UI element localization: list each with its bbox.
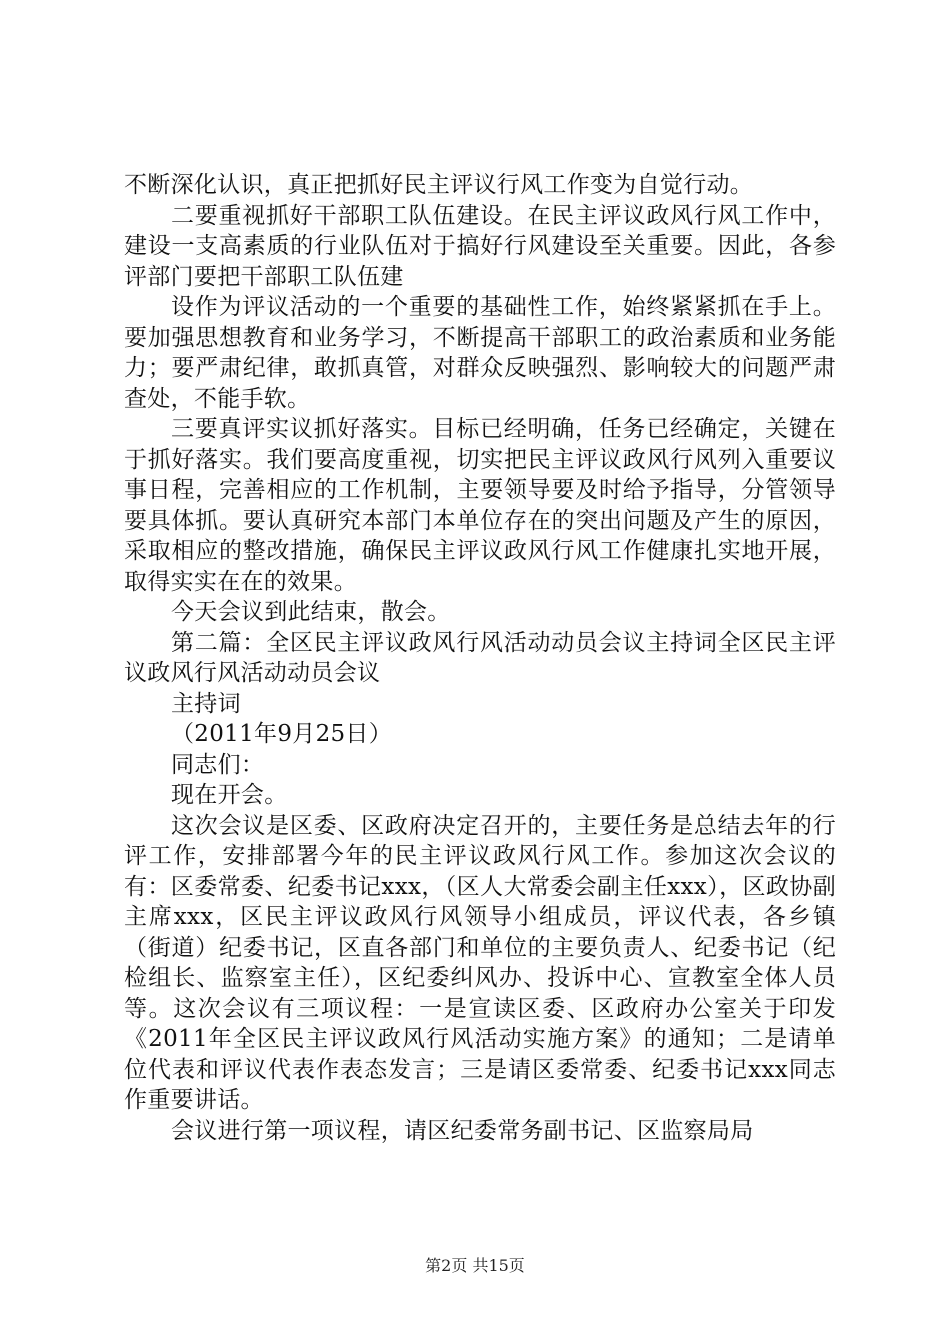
paragraph: 二要重视抓好干部职工队伍建设。在民主评议政风行风工作中，建设一支高素质的行业队伍对于搞好行风建设至关重要。因此，各参评部门要把干部职工队伍建 bbox=[124, 202, 836, 290]
salutation: 同志们： bbox=[171, 751, 265, 778]
section-heading: 第二篇：全区民主评议政风行风活动动员会议主持词全区民主评议政风行风活动动员会议 bbox=[124, 629, 836, 686]
page-number-footer: 第2页 共15页 bbox=[425, 1256, 525, 1275]
date-line: （2011年9月25日） bbox=[171, 721, 393, 747]
document-body bbox=[124, 170, 836, 1146]
paragraph: 设作为评议活动的一个重要的基础性工作，始终紧紧抓在手上。要加强思想教育和业务学习，不断提高干部职工的政治素质和业务能力；要严肃纪律，敢抓真管，对群众反映强烈、影响较大的问题严肃查处，不能手软。 bbox=[124, 294, 836, 412]
paragraph: 三要真评实议抓好落实。目标已经明确，任务已经确定，关键在于抓好落实。我们要高度重视，切实把民主评议政风行风列入重要议事日程，完善相应的工作机制，主要领导要及时给予指导，分管领导要具体抓。要认真研究本部门本单位存在的突出问题及产生的原因，采取相应的整改措施，确保民主评议政风行风工作健康扎实地开展，取得实实在在的效果。 bbox=[124, 416, 836, 595]
paragraph: 不断深化认识，真正把抓好民主评议行风工作变为自觉行动。 bbox=[124, 172, 754, 198]
paragraph: 今天会议到此结束，散会。 bbox=[171, 599, 451, 625]
paragraph: 会议进行第一项议程，请区纪委常务副书记、区监察局局 bbox=[171, 1117, 754, 1144]
paragraph: 现在开会。 bbox=[171, 782, 288, 808]
paragraph: 主持词 bbox=[171, 690, 241, 717]
paragraph: 这次会议是区委、区政府决定召开的，主要任务是总结去年的行评工作，安排部署今年的民主评议政风行风工作。参加这次会议的有：区委常委、纪委书记xxx，（区人大常委会副主任xxx），区政协副主席xxx，区民主评议政风行风领导小组成员，评议代表，各乡镇（街道）纪委书记，区直各部门和单位的主要负责人、纪委书记（纪检组长、监察室主任），区纪委纠风办、投诉中心、宣教室全体人员等。这次会议有三项议程：一是宣读区委、区政府办公室关于印发《2011年全区民主评议政风行风活动实施方案》的通知；二是请单位代表和评议代表作表态发言；三是请区委常委、纪委书记xxx同志作重要讲话。 bbox=[124, 812, 836, 1113]
